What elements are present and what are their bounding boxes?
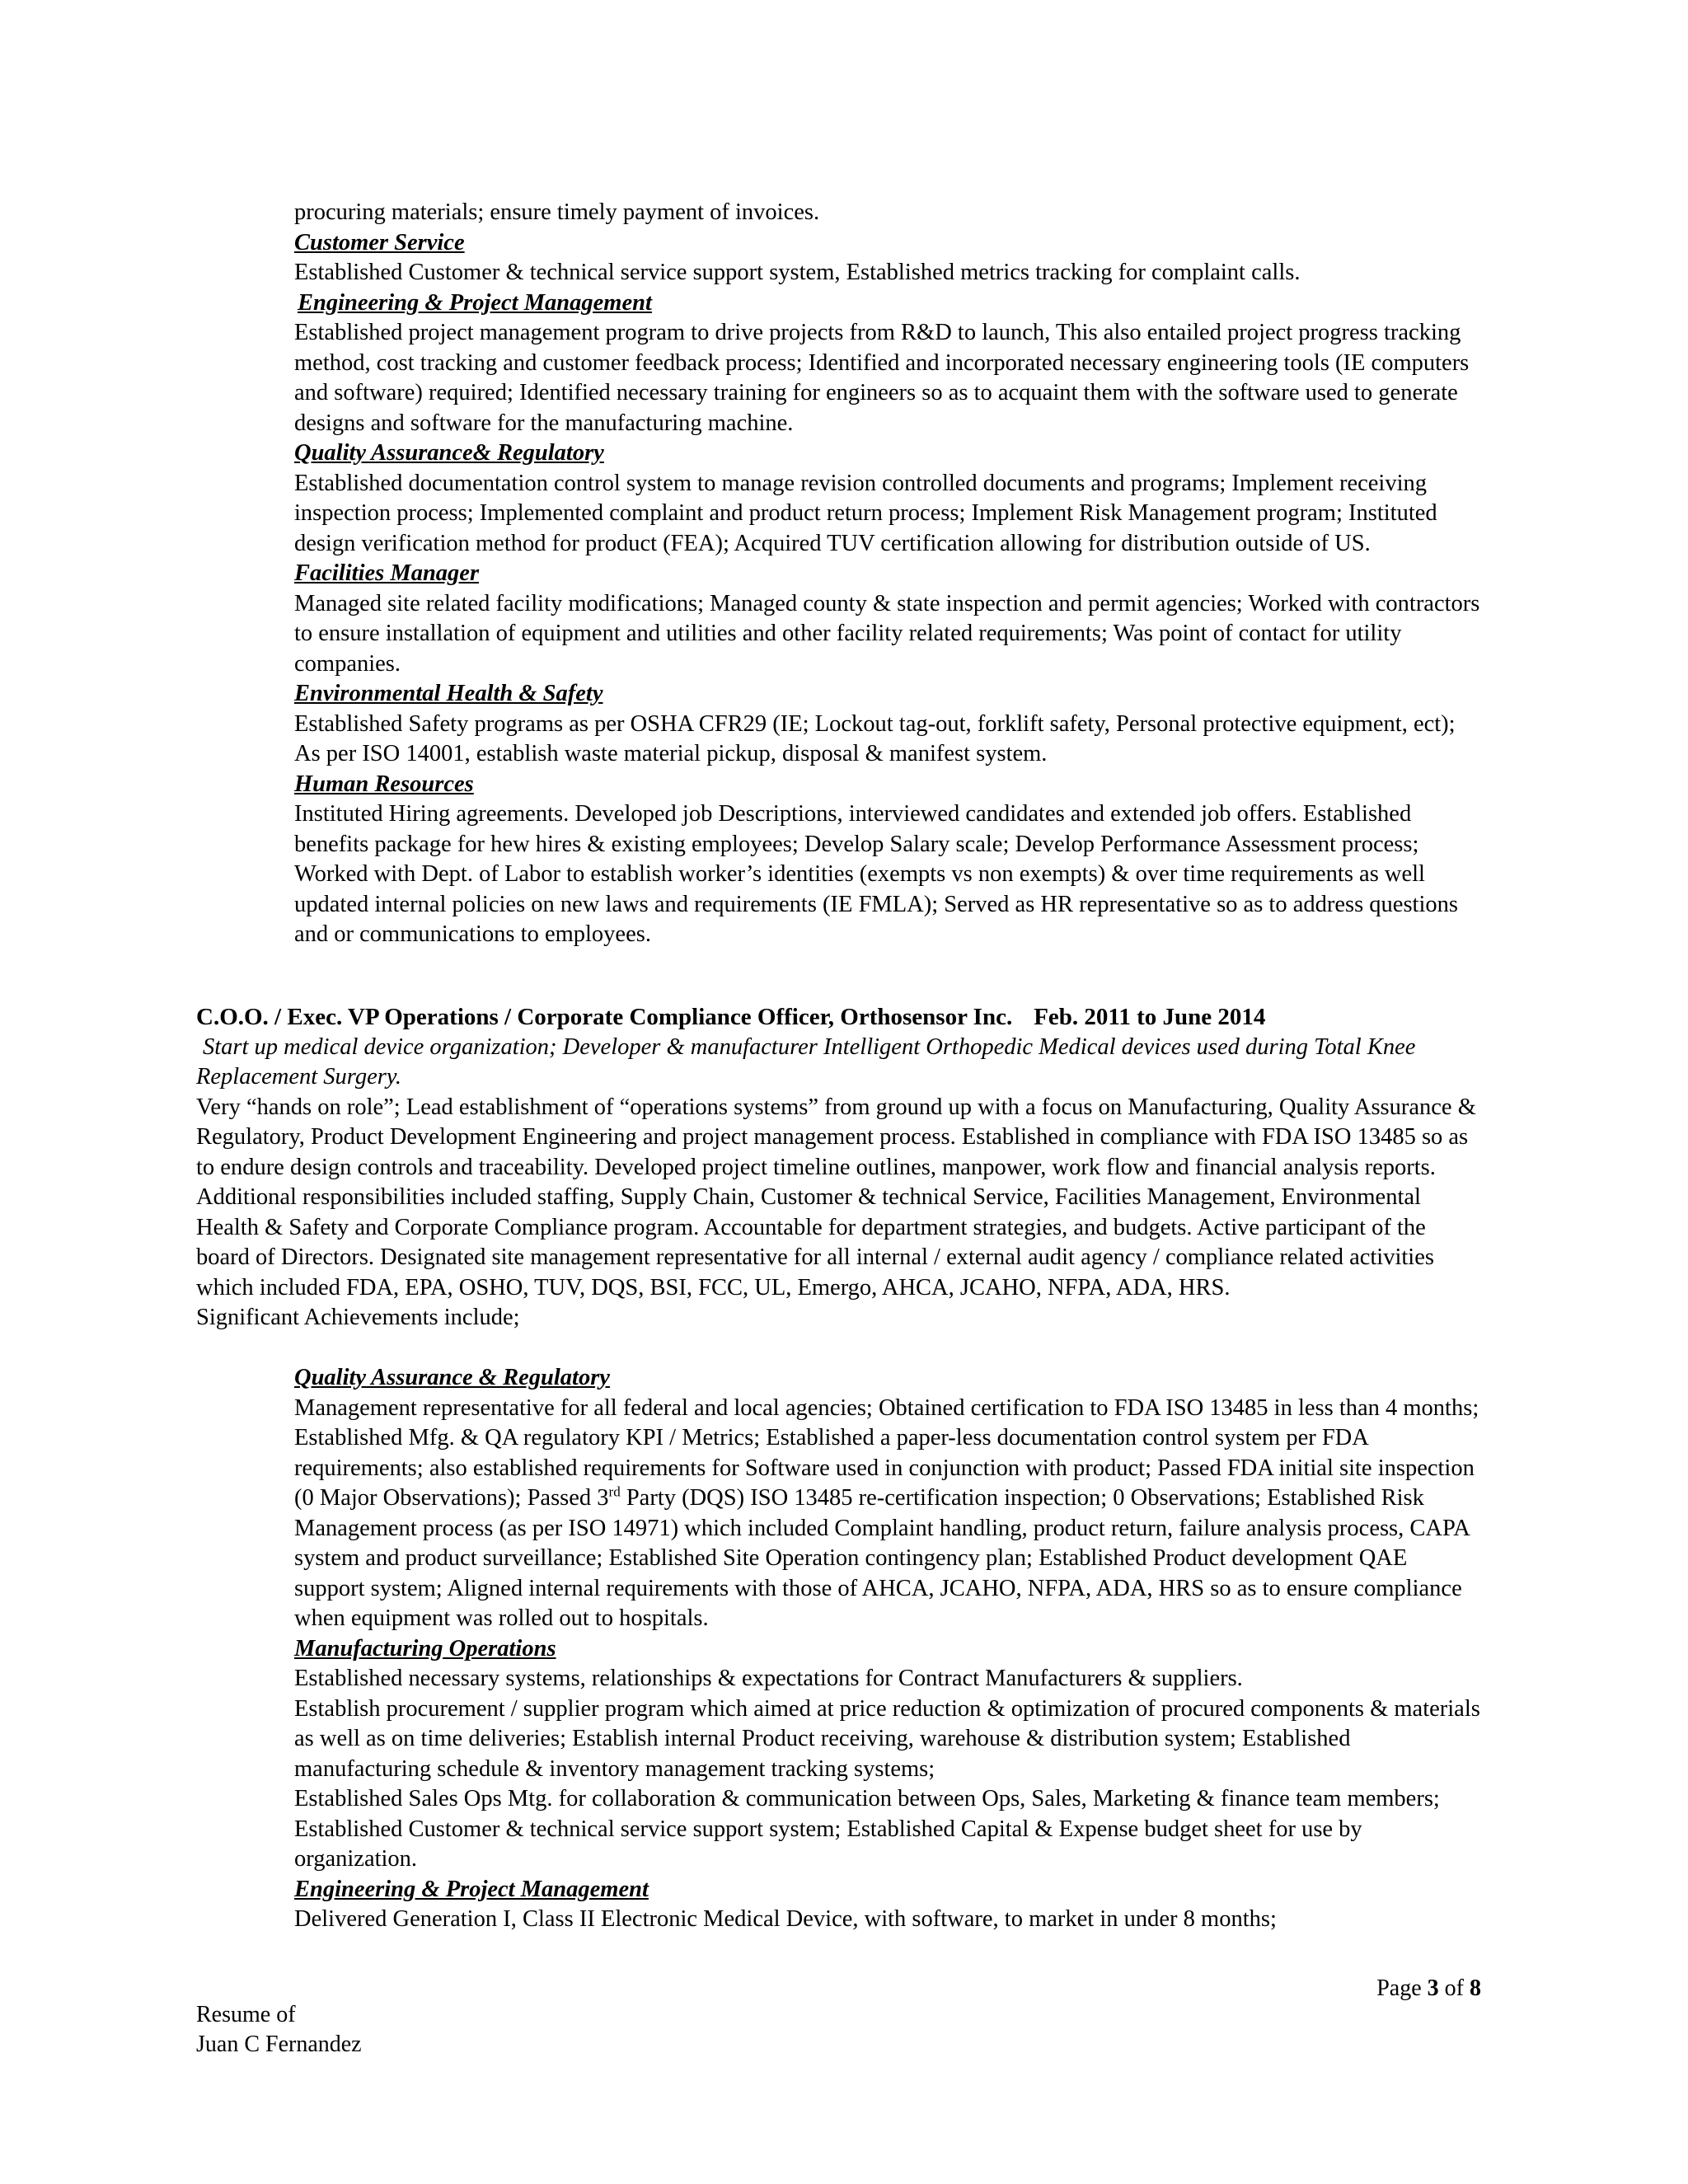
section-heading-manufacturing: Manufacturing Operations [294, 1635, 556, 1661]
engineering-text: Established project management program to drive projects from R&D to launch, This also entailed project progress tracking method, cost tracking and customer feedback process; Identified and incorporated necessary engineering tools (IE computers and software) required; Identified necessary training for engineers so as to acquaint them with the software used to generate designs and software for the manufacturing machine. [294, 320, 1470, 436]
facilities-text: Managed site related facility modifications; Managed county & state inspection and permit agencies; Worked with contractors to ensure installation of equipment and utilities and other facility related requirements; Was point of contact for utility companies. [294, 590, 1480, 677]
quality-assurance-text: Established documentation control system to manage revision controlled documents and programs; Implement receiving inspection process; Implemented complaint and product return process; Implement Risk Management program; Instituted design verification method for product (FEA); Acquired TUV certification allowing for distribution outside of US. [294, 470, 1437, 556]
section-heading-facilities: Facilities Manager [294, 560, 480, 586]
section-heading-engineering: Engineering & Project Management [298, 289, 652, 316]
customer-service-text: Established Customer & technical service support system, Established metrics tracking for complaint calls. [294, 260, 1301, 285]
continuation-text: procuring materials; ensure timely payment of invoices. [294, 199, 820, 225]
section-heading-quality-assurance: Quality Assurance& Regulatory [294, 440, 604, 466]
job-description: Start up medical device organization; Developer & manufacturer Intelligent Orthopedic Medical devices used during Total Knee Replacement Surgery. [196, 1033, 1416, 1090]
author-name: Juan C Fernandez [196, 2032, 362, 2057]
job-title: C.O.O. / Exec. VP Operations / Corporate Compliance Officer, Orthosensor Inc. [196, 1004, 1013, 1030]
job-summary: Very “hands on role”; Lead establishment of “operations systems” from ground up with a focus on Manufacturing, Quality Assurance & Regulatory, Product Development Engineering and project management process. Established in compliance with FDA ISO 13485 so as to endure design controls and traceability. Developed project timeline outlines, manpower, work flow and financial analysis reports. Additional responsibilities included staffing, Supply Chain, Customer & technical Service, Facilities Management, Environmental Health & Safety and Corporate Compliance program. Accountable for department strategies, and budgets. Active participant of the board of Directors. Designated site management representative for all internal / external audit agency / compliance related activities which included FDA, EPA, OSHO, TUV, DQS, BSI, FCC, UL, Emergo, AHCA, JCAHO, NFPA, ADA, HRS. [196, 1094, 1476, 1301]
section-heading-customer-service: Customer Service [294, 229, 465, 255]
job-entry [196, 1002, 1482, 1333]
page-number: Page 3 of 8 [1376, 1975, 1481, 2001]
qa-regulatory-text: Management representative for all federal and local agencies; Obtained certification to FDA ISO 13485 in less than 4 months; Established Mfg. & QA regulatory KPI / Metrics; Established a paper-less documentation control system per FDA requirements; also established requirements for Software used in conjunction with product; Passed FDA initial site inspection (0 Major Observations); Passed 3rd Party (DQS) ISO 13485 re-certification inspection; 0 Observations; Established Risk Management process (as per ISO 14971) which included Complaint handling, product return, failure analysis process, CAPA system and product surveillance; Established Site Operation contingency plan; Established Product development QAE support system; Aligned internal requirements with those of AHCA, JCAHO, NFPA, ADA, HRS so as to ensure compliance when equipment was rolled out to hospitals. [294, 1394, 1479, 1631]
manufacturing-text-1: Established necessary systems, relationships & expectations for Contract Manufacturers & suppliers. [294, 1666, 1243, 1691]
achievements-intro: Significant Achievements include; [196, 1305, 520, 1330]
resume-of-label: Resume of [196, 2002, 296, 2027]
job-title-line [196, 1002, 1482, 1033]
previous-job-achievements [294, 198, 1481, 950]
engineering-pm-text: Delivered Generation I, Class II Electronic Medical Device, with software, to market in under 8 months; [294, 1906, 1277, 1932]
section-heading-human-resources: Human Resources [294, 771, 474, 797]
job-dates: Feb. 2011 to June 2014 [1034, 1004, 1266, 1030]
footer-author [196, 2000, 362, 2060]
manufacturing-text-3: Established Sales Ops Mtg. for collaboration & communication between Ops, Sales, Marketing & finance team members; Established Customer & technical service support system; Established Capital & Expense budget sheet for use by organization. [294, 1786, 1440, 1872]
section-heading-ehs: Environmental Health & Safety [294, 681, 603, 706]
manufacturing-text-2: Establish procurement / supplier program which aimed at price reduction & optimization of procured components & materials as well as on time deliveries; Establish internal Product receiving, warehouse & distribution system; Established manufacturing schedule & inventory management tracking systems; [294, 1695, 1480, 1782]
ordinal-superscript: rd [608, 1483, 621, 1500]
human-resources-text: Instituted Hiring agreements. Developed job Descriptions, interviewed candidates and extended job offers. Established benefits package for hew hires & existing employees; Develop Salary scale; Develop Performance Assessment process; Worked with Dept. of Labor to establish worker’s identities (exempts vs non exempts) & over time requirements as well updated internal policies on new laws and requirements (IE FMLA); Served as HR representative so as to address questions and or communications to employees. [294, 801, 1458, 947]
section-heading-engineering-pm: Engineering & Project Management [294, 1876, 649, 1902]
section-heading-qa-regulatory: Quality Assurance & Regulatory [294, 1365, 610, 1390]
ehs-text: Established Safety programs as per OSHA CFR29 (IE; Lockout tag-out, forklift safety, Personal protective equipment, ect); As per ISO 14001, establish waste material pickup, disposal & manifest system. [294, 710, 1456, 766]
job-achievements [294, 1363, 1481, 1935]
